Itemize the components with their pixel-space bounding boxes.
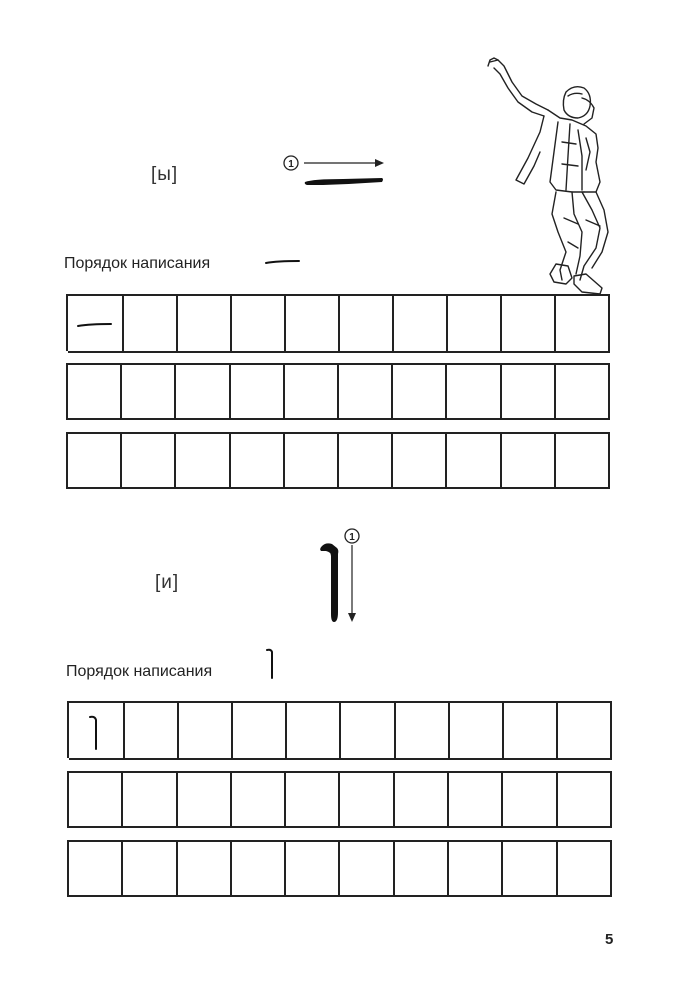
horizontal-stroke-glyph	[305, 178, 383, 185]
practice-cell[interactable]	[558, 703, 612, 760]
practice-cell[interactable]	[340, 842, 394, 897]
practice-cell[interactable]	[395, 773, 449, 828]
phoneme-label-2: [и]	[155, 572, 180, 593]
practice-cell[interactable]	[231, 365, 285, 420]
practice-grid-2-row-1	[67, 701, 612, 758]
practice-cell[interactable]	[503, 842, 557, 897]
arrow-down-icon	[348, 545, 356, 622]
practice-cell[interactable]	[449, 773, 503, 828]
practice-cell[interactable]	[558, 842, 612, 897]
stroke-number-2: 1	[349, 532, 355, 543]
practice-cell[interactable]	[504, 703, 558, 760]
stroke-number-badge-2	[345, 529, 359, 543]
practice-grid-2-row-3	[67, 840, 612, 897]
practice-cell[interactable]	[286, 842, 340, 897]
practice-cell[interactable]	[286, 296, 340, 353]
practice-cell[interactable]	[122, 434, 176, 489]
practice-cell[interactable]	[502, 434, 556, 489]
practice-cell[interactable]	[448, 296, 502, 353]
practice-grid-1-row-2	[66, 363, 610, 420]
practice-cell[interactable]	[340, 296, 394, 353]
practice-cell[interactable]	[176, 434, 230, 489]
writing-order-stroke-1	[265, 257, 301, 267]
practice-cell[interactable]	[68, 365, 122, 420]
practice-cell[interactable]	[285, 365, 339, 420]
phoneme-label-1: [ы]	[151, 164, 179, 185]
practice-cell[interactable]	[558, 773, 612, 828]
practice-cell[interactable]	[450, 703, 504, 760]
practice-cell[interactable]	[502, 365, 556, 420]
practice-cell[interactable]	[68, 296, 124, 353]
writing-order-label-1: Порядок написания	[64, 255, 211, 272]
vertical-stroke-glyph	[320, 543, 338, 622]
practice-cell[interactable]	[122, 365, 176, 420]
practice-cell[interactable]	[233, 703, 287, 760]
practice-cell[interactable]	[69, 842, 123, 897]
practice-cell[interactable]	[178, 296, 232, 353]
vertical-stroke-example	[69, 703, 123, 758]
practice-cell[interactable]	[232, 296, 286, 353]
practice-cell[interactable]	[449, 842, 503, 897]
horizontal-stroke-example	[68, 296, 122, 351]
practice-cell[interactable]	[339, 365, 393, 420]
practice-cell[interactable]	[124, 296, 178, 353]
practice-cell[interactable]	[447, 365, 501, 420]
practice-cell[interactable]	[447, 434, 501, 489]
practice-cell[interactable]	[123, 773, 177, 828]
dancer-illustration	[478, 52, 628, 297]
practice-cell[interactable]	[232, 842, 286, 897]
writing-order-label-2: Порядок написания	[66, 663, 213, 680]
practice-cell[interactable]	[503, 773, 557, 828]
practice-cell[interactable]	[69, 703, 125, 760]
page-number: 5	[605, 931, 614, 948]
practice-cell[interactable]	[556, 296, 610, 353]
practice-cell[interactable]	[231, 434, 285, 489]
practice-cell[interactable]	[178, 842, 232, 897]
practice-cell[interactable]	[502, 296, 556, 353]
arrow-right-icon	[304, 159, 384, 167]
stroke-number-badge-1	[284, 156, 298, 170]
practice-cell[interactable]	[556, 434, 610, 489]
practice-cell[interactable]	[340, 773, 394, 828]
practice-cell[interactable]	[179, 703, 233, 760]
practice-cell[interactable]	[232, 773, 286, 828]
practice-cell[interactable]	[396, 703, 450, 760]
stroke-diagram-2	[318, 526, 368, 626]
practice-cell[interactable]	[123, 842, 177, 897]
practice-cell[interactable]	[69, 773, 123, 828]
stroke-diagram-1	[283, 154, 393, 190]
stroke-number-1: 1	[288, 159, 294, 170]
practice-cell[interactable]	[394, 296, 448, 353]
practice-cell[interactable]	[176, 365, 230, 420]
practice-cell[interactable]	[393, 434, 447, 489]
writing-order-stroke-2	[265, 646, 277, 682]
practice-grid-2-row-2	[67, 771, 612, 828]
practice-cell[interactable]	[286, 773, 340, 828]
practice-grid-1-row-3	[66, 432, 610, 489]
practice-cell[interactable]	[339, 434, 393, 489]
practice-cell[interactable]	[125, 703, 179, 760]
practice-cell[interactable]	[393, 365, 447, 420]
practice-cell[interactable]	[285, 434, 339, 489]
practice-cell[interactable]	[395, 842, 449, 897]
practice-grid-1-row-1	[66, 294, 610, 351]
practice-cell[interactable]	[68, 434, 122, 489]
practice-cell[interactable]	[341, 703, 395, 760]
practice-cell[interactable]	[556, 365, 610, 420]
practice-cell[interactable]	[178, 773, 232, 828]
practice-cell[interactable]	[287, 703, 341, 760]
